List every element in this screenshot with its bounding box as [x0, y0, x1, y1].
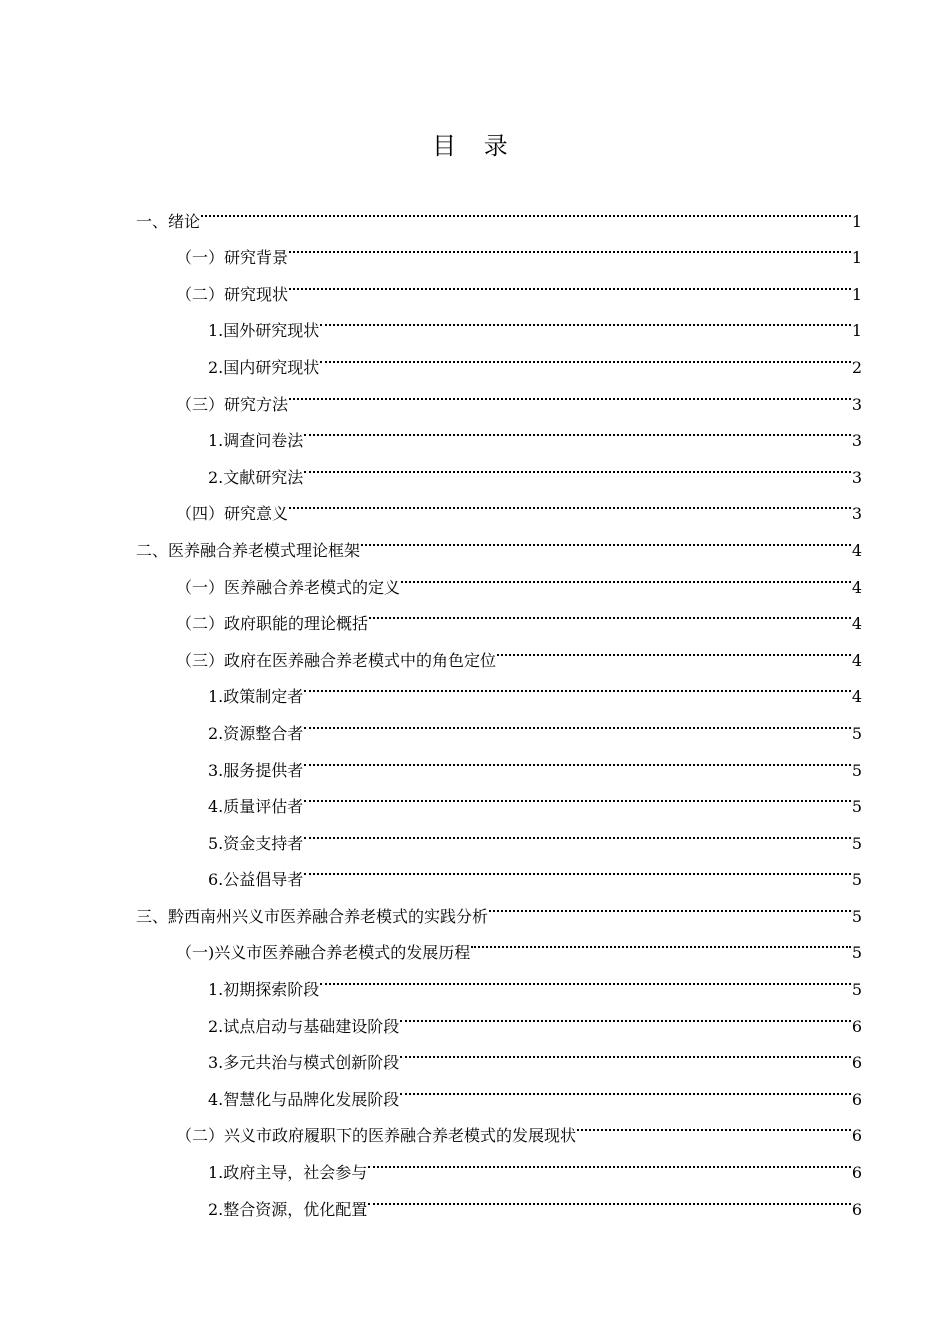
toc-title: 目 录 — [432, 132, 518, 160]
toc-entry-page-number: 5 — [851, 943, 862, 963]
toc-entry-page-number: 4 — [851, 687, 862, 707]
toc-entry-page-number: 4 — [851, 577, 862, 597]
toc-entry-label: 4.智慧化与品牌化发展阶段 — [208, 1089, 400, 1109]
toc-entry-page-number: 6 — [851, 1016, 862, 1036]
toc-entry-label: （二）兴义市政府履职下的医养融合养老模式的发展现状 — [176, 1126, 577, 1146]
toc-entry-page-number: 3 — [851, 394, 862, 414]
toc-dot-leader — [400, 1068, 851, 1105]
toc-entry-label: 3.多元共治与模式创新阶段 — [208, 1053, 400, 1073]
toc-dot-leader — [368, 1178, 851, 1215]
toc-entry[interactable] — [136, 227, 862, 268]
toc-entry-page-number: 4 — [851, 614, 862, 634]
toc-entry-label: 4.质量评估者 — [208, 797, 304, 817]
toc-entry-label: （三）研究方法 — [176, 394, 289, 414]
toc-entry-page-number: 2 — [851, 357, 862, 377]
toc-dot-leader — [304, 446, 851, 483]
toc-entry-label: （二）政府职能的理论概括 — [176, 614, 369, 634]
toc-entry-page-number: 3 — [851, 467, 862, 487]
toc-entry-page-number: 6 — [851, 1089, 862, 1109]
toc-entry-page-number: 1 — [851, 248, 862, 268]
toc-entry-page-number: 1 — [851, 284, 862, 304]
toc-dot-leader — [201, 190, 851, 227]
toc-dot-leader — [400, 995, 851, 1032]
toc-entry[interactable] — [136, 190, 862, 231]
toc-dot-leader — [289, 483, 851, 520]
toc-dot-leader — [304, 702, 851, 739]
toc-entry-label: 5.资金支持者 — [208, 833, 304, 853]
toc-dot-leader — [497, 629, 851, 666]
toc-dot-leader — [368, 1141, 851, 1178]
toc-dot-leader — [304, 812, 851, 849]
toc-dot-leader — [577, 1105, 851, 1142]
toc-entry-label: （四）研究意义 — [176, 504, 289, 524]
toc-dot-leader — [471, 922, 851, 959]
toc-dot-leader — [304, 849, 851, 886]
toc-entry-label: （一)兴义市医养融合养老模式的发展历程 — [176, 943, 471, 963]
toc-entry-page-number: 5 — [851, 980, 862, 1000]
toc-entry-label: （三）政府在医养融合养老模式中的角色定位 — [176, 650, 497, 670]
toc-entry-label: 6.公益倡导者 — [208, 870, 304, 890]
toc-dot-leader — [320, 958, 851, 995]
toc-entry-label: 1.初期探索阶段 — [208, 980, 320, 1000]
toc-dot-leader — [361, 519, 851, 556]
toc-entry-label: 1.政府主导，社会参与 — [208, 1163, 368, 1183]
toc-dot-leader — [289, 227, 851, 264]
toc-entry-page-number: 5 — [851, 723, 862, 743]
toc-entry-page-number: 6 — [851, 1053, 862, 1073]
toc-dot-leader — [401, 556, 851, 593]
toc-entry-label: （一）医养融合养老模式的定义 — [176, 577, 401, 597]
toc-entry-page-number: 3 — [851, 504, 862, 524]
toc-entry-label: 一、绪论 — [136, 211, 201, 231]
toc-entry-label: 2.试点启动与基础建设阶段 — [208, 1016, 400, 1036]
toc-dot-leader — [400, 1032, 851, 1069]
toc-dot-leader — [489, 885, 851, 922]
toc-dot-leader — [289, 373, 851, 410]
toc-entry-page-number: 5 — [851, 833, 862, 853]
toc-entry-label: 2.国内研究现状 — [208, 357, 320, 377]
toc-entry-page-number: 4 — [851, 540, 862, 560]
toc-entry-label: 三、黔西南州兴义市医养融合养老模式的实践分析 — [136, 906, 489, 926]
toc-dot-leader — [320, 336, 851, 373]
toc-entry-page-number: 5 — [851, 797, 862, 817]
toc-entry-label: 1.政策制定者 — [208, 687, 304, 707]
table-of-contents — [136, 190, 862, 1219]
toc-entry-page-number: 5 — [851, 760, 862, 780]
toc-dot-leader — [304, 666, 851, 703]
toc-entry-page-number: 3 — [851, 431, 862, 451]
toc-entry-label: 1.国外研究现状 — [208, 321, 320, 341]
toc-entry-page-number: 5 — [851, 906, 862, 926]
toc-entry-label: 3.服务提供者 — [208, 760, 304, 780]
toc-dot-leader — [304, 776, 851, 813]
toc-entry-page-number: 6 — [851, 1126, 862, 1146]
toc-entry-label: 2.整合资源，优化配置 — [208, 1199, 368, 1219]
toc-entry-page-number: 6 — [851, 1163, 862, 1183]
toc-entry-page-number: 5 — [851, 870, 862, 890]
toc-dot-leader — [369, 593, 851, 630]
toc-entry-label: 1.调查问卷法 — [208, 431, 304, 451]
toc-entry-page-number: 1 — [851, 211, 862, 231]
toc-dot-leader — [304, 739, 851, 776]
toc-dot-leader — [289, 263, 851, 300]
toc-entry-label: 2.文献研究法 — [208, 467, 304, 487]
toc-entry-label: 2.资源整合者 — [208, 723, 304, 743]
toc-entry-page-number: 6 — [851, 1199, 862, 1219]
toc-entry-page-number: 1 — [851, 321, 862, 341]
toc-entry-label: （一）研究背景 — [176, 248, 289, 268]
toc-entry-label: 二、医养融合养老模式理论框架 — [136, 540, 361, 560]
toc-dot-leader — [320, 300, 851, 337]
toc-entry-page-number: 4 — [851, 650, 862, 670]
toc-dot-leader — [304, 410, 851, 447]
toc-entry-label: （二）研究现状 — [176, 284, 289, 304]
